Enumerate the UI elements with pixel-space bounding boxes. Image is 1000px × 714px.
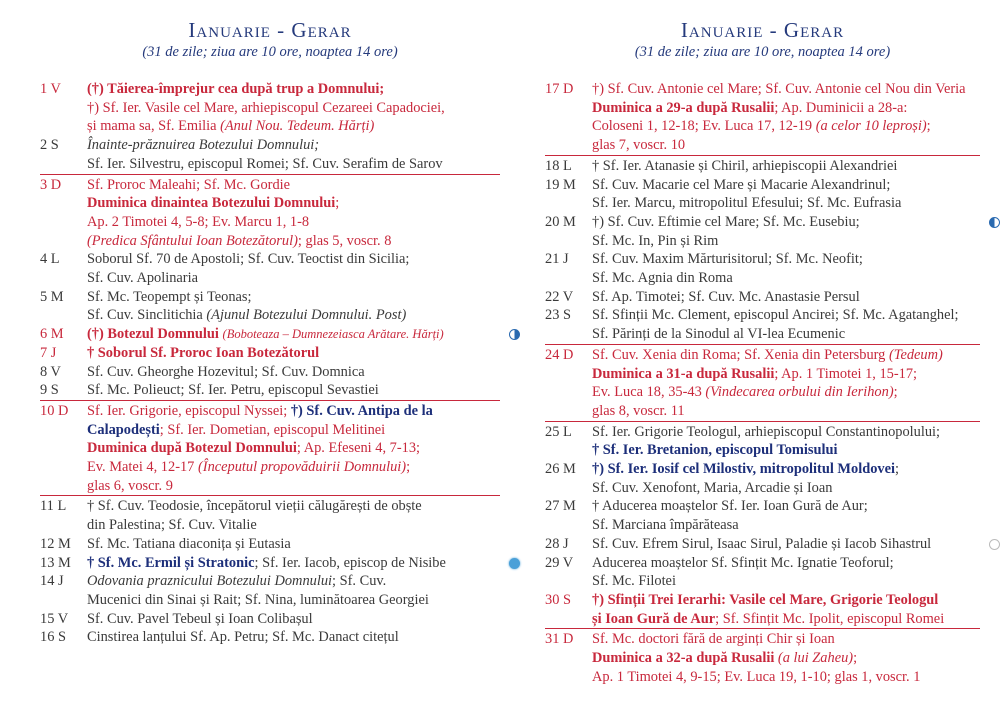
entry-text [592,535,980,554]
text-segment: † Sf. Mc. Ermil și Stratonic [87,554,255,571]
entry-date: 3 D [40,176,62,193]
entry-line [87,591,500,610]
entry-text [592,591,980,628]
entry-line [592,630,980,649]
text-segment: și mama sa, Sf. Emilia [87,118,221,135]
entry-text [87,250,500,287]
entry-text [87,344,500,363]
text-segment: Sf. Sfinții Mc. Clement, episcopul Ancirei; Sf. Mc. Agatanghel; [592,307,959,324]
entry-line [592,250,980,269]
text-segment: (Ajunul Botezului Domnului. Post) [206,307,407,324]
entry-text [592,157,980,176]
entry-text [87,325,500,344]
moon-first-phase-icon [509,329,520,340]
text-segment: Sf. Ier. Marcu, mitropolitul Efesului; Sf. Mc. Eufrasia [592,195,902,212]
page-title: Ianuarie - Gerar [188,18,352,42]
text-segment: †) Sf. Cuv. Antonie cel Mare; Sf. Cuv. Antonie cel Nou din Veria [592,81,966,97]
entry-date: 14 J [40,573,64,590]
entry-date: 1 V [40,81,61,97]
entry-line [592,99,980,118]
entry-date: 10 D [40,402,69,419]
text-segment: Sf. Cuv. Sinclitichia [87,307,207,324]
entry-line [87,155,500,174]
calendar-entry [40,363,500,382]
entry-text [87,402,500,496]
text-segment: Sf. Mc. Polieuct; Sf. Ier. Petru, episcopul Sevastiei [87,382,379,399]
calendar-entry [40,250,500,287]
entry-line [592,497,980,516]
text-segment: Sf. Cuv. Apolinaria [87,270,198,287]
entry-date: 2 S [40,137,59,154]
entry-text [592,460,980,497]
entry-line [87,250,500,269]
entry-line [592,325,980,344]
entry-line [87,497,500,516]
page-subtitle: (31 de zile; ziua are 10 ore, noaptea 14 ore) [634,44,891,60]
entry-line [592,80,980,99]
entry-line [592,269,980,288]
entry-line [592,441,980,460]
entry-line [592,365,980,384]
entry-line [87,269,500,288]
text-segment: glas 6, voscr. 9 [87,477,173,494]
entry-line [87,325,500,344]
entry-date: 8 V [40,363,61,380]
text-segment: Sf. Cuv. Xenofont, Maria, Arcadie și Ioan [592,479,833,496]
text-segment: Sf. Proroc Maleahi; Sf. Mc. Gordie [87,176,291,193]
entry-date: 28 J [545,535,569,552]
text-segment: ; [926,118,931,135]
calendar-entry [545,80,980,155]
entry-line [87,610,500,629]
text-segment: (Anul Nou. Tedeum. Hărți) [220,118,375,135]
entry-line [592,194,980,213]
entry-text [87,610,500,629]
calendar-entry [545,554,980,591]
entry-date: 23 S [545,307,571,324]
calendar-entry [545,306,980,343]
text-segment: (Vindecarea orbului din Ierihon) [705,384,894,401]
entry-line [592,402,980,421]
calendar-entry [40,495,500,534]
text-segment: † Soborul Sf. Proroc Ioan Botezătorul [87,344,320,361]
calendar-entry [545,421,980,460]
entry-line [87,80,500,99]
entry-text [87,535,500,554]
entry-date: 5 M [40,288,64,305]
entry-line [592,610,980,629]
calendar-entry [40,288,500,325]
moon-new-phase-icon [989,539,1000,550]
page-subtitle: (31 de zile; ziua are 10 ore, noaptea 14 ore) [142,44,398,60]
text-segment: †) Sf. Cuv. Antipa de la [290,402,433,419]
entry-line [592,572,980,591]
text-segment: Aducerea moaștelor Sf. Sfințit Mc. Ignatie Teoforul; [592,554,894,571]
entry-line [592,668,980,687]
text-segment: Odovania praznicului Botezului Domnului [87,573,333,590]
text-segment: ; [894,461,899,478]
text-segment: din Palestina; Sf. Cuv. Vitalie [87,517,257,534]
entry-date: 30 S [545,591,571,608]
text-segment: Mucenici din Sinai și Rait; Sf. Nina, luminătoarea Georgiei [87,591,429,608]
calendar-entry [545,344,980,421]
entry-date: 9 S [40,382,59,399]
entry-line [592,136,980,155]
text-segment: Ap. 2 Timotei 4, 5-8; Ev. Marcu 1, 1-8 [87,213,310,230]
text-segment: ; [893,384,898,401]
text-segment: Ap. 1 Timotei 4, 9-15; Ev. Luca 19, 1-10; glas 1, voscr. 1 [592,668,921,685]
entry-text [592,306,980,343]
entry-line [87,176,500,195]
entry-date: 4 L [40,251,60,268]
text-segment: ; Sf. Cuv. [332,573,387,590]
entry-line [592,117,980,136]
calendar-entry [545,176,980,213]
calendar-entry [40,572,500,609]
text-segment: Sf. Marciana împărăteasa [592,517,739,534]
text-segment: ; Ap. 1 Timotei 1, 15-17; [774,365,918,382]
entry-text [592,423,980,460]
calendar-entry [545,591,980,628]
text-segment: (Tedeum) [888,346,943,363]
calendar-entry [545,213,980,250]
entry-text [87,554,500,573]
entry-line [87,99,500,118]
calendar-entry [545,628,980,686]
entry-line [87,381,500,400]
entry-line [87,288,500,307]
entry-date: 19 M [545,176,576,193]
text-segment: Sf. Cuv. Efrem Sirul, Isaac Sirul, Paladie și Iacob Sihastrul [592,535,932,552]
text-segment: ; Sf. Ier. Iacob, episcop de Nisibe [254,554,446,571]
entry-text [592,630,980,686]
entry-text [592,554,980,591]
entry-line [592,649,980,668]
entry-text [87,381,500,400]
entry-date: 11 L [40,498,67,515]
text-segment: Sf. Cuv. Xenia din Roma; Sf. Xenia din Petersburg [592,346,889,363]
entry-line [592,306,980,325]
entry-line [592,346,980,365]
entry-line [592,288,980,307]
text-segment: Sf. Ier. Grigorie, episcopul Nyssei; [87,402,291,419]
calendar-list [545,80,980,687]
entry-line [87,628,500,647]
entry-line [87,344,500,363]
entry-line [87,194,500,213]
text-segment: Cinstirea lanțului Sf. Ap. Petru; Sf. Mc. Danact citețul [87,629,399,646]
entry-line [87,306,500,325]
entry-line [592,232,980,251]
entry-date: 25 L [545,423,572,440]
entry-line [87,458,500,477]
text-segment: Ev. Matei 4, 12-17 [87,459,198,476]
entry-date: 29 V [545,554,574,571]
text-segment: † Aducerea moaștelor Sf. Ier. Ioan Gură de Aur; [592,498,868,515]
calendar-entry [40,628,500,647]
entry-text [87,288,500,325]
text-segment: și Ioan Gură de Aur [592,610,716,627]
calendar-entry [545,250,980,287]
text-segment: (Începutul propovăduirii Domnului) [197,459,407,476]
text-segment: † Sf. Cuv. Teodosie, începătorul vieții călugărești de obște [87,498,422,515]
entry-text [87,363,500,382]
moon-full-phase-icon [509,558,520,569]
entry-text [87,497,500,534]
entry-line [87,117,500,136]
text-segment: (†) Tăierea-împrejur cea după trup a Domnului; [87,81,385,97]
text-segment: (Predica Sfântului Ioan Botezătorul) [87,232,298,249]
text-segment: Sf. Mc. Teopempt și Teonas; [87,288,252,305]
entry-line [592,554,980,573]
entry-line [87,402,500,421]
text-segment: † Sf. Ier. Atanasie și Chiril, arhiepiscopii Alexandriei [592,157,898,174]
entry-date: 22 V [545,288,574,305]
entry-text [592,250,980,287]
entry-date: 12 M [40,535,71,552]
entry-text [592,213,980,250]
calendar-entry [40,554,500,573]
calendar-entry [40,381,500,400]
text-segment: ; glas 5, voscr. 8 [297,232,392,249]
text-segment: †) Sf. Ier. Iosif cel Milostiv, mitropolitul Moldovei [592,461,895,478]
entry-line [592,591,980,610]
calendar-entry [40,136,500,173]
entry-date: 15 V [40,610,69,627]
text-segment: Duminica dinaintea Botezului Domnului [87,195,336,212]
text-segment: Sf. Cuv. Gheorghe Hozevitul; Sf. Cuv. Domnica [87,363,365,380]
text-segment: †) Sf. Ier. Vasile cel Mare, arhiepiscopul Cezareei Capadociei, [87,99,445,116]
entry-date: 18 L [545,157,572,174]
text-segment: †) Sfinții Trei Ierarhi: Vasile cel Mare, Grigorie Teologul [592,591,939,608]
text-segment: (†) Botezul Domnului [87,326,223,343]
entry-line [87,554,500,573]
entry-line [592,383,980,402]
calendar-entry [545,155,980,176]
entry-date: 24 D [545,346,574,363]
entry-line [87,363,500,382]
text-segment: Duminica după Botezul Domnului [87,440,297,457]
calendar-entry [545,535,980,554]
entry-line [87,136,500,155]
entry-text [87,80,500,136]
text-segment: Sf. Cuv. Maxim Mărturisitorul; Sf. Mc. Neofit; [592,251,863,268]
entry-line [87,477,500,496]
text-segment: Sf. Cuv. Pavel Tebeul și Ioan Colibașul [87,610,313,627]
text-segment: Sf. Mc. Filotei [592,573,676,590]
entry-text [592,176,980,213]
text-segment: Duminica a 32-a după Rusalii [592,650,778,667]
text-segment: Ev. Luca 18, 35-43 [592,384,706,401]
calendar-entry [40,610,500,629]
entry-date: 31 D [545,631,574,648]
text-segment: Coloseni 1, 12-18; Ev. Luca 17, 12-19 [592,118,816,135]
text-segment: ; Sf. Sfințit Mc. Ipolit, episcopul Romei [715,610,945,627]
text-segment: ; [335,195,340,212]
page-title: Ianuarie - Gerar [680,18,845,42]
entry-date: 20 M [545,213,576,230]
entry-date: 16 S [40,629,66,646]
entry-line [592,176,980,195]
entry-line [592,157,980,176]
entry-line [87,232,500,251]
text-segment: (a celor 10 leproși) [815,118,927,135]
entry-line [87,439,500,458]
text-segment: glas 8, voscr. 11 [592,402,685,419]
entry-text [87,572,500,609]
entry-text [87,176,500,251]
text-segment: ; Ap. Efeseni 4, 7-13; [296,440,421,457]
entry-line [87,421,500,440]
calendar-entry [40,535,500,554]
entry-text [592,346,980,421]
entry-line [592,516,980,535]
entry-date: 21 J [545,251,569,268]
entry-line [87,516,500,535]
entry-line [87,535,500,554]
calendar-entry [40,174,500,251]
entry-text [87,628,500,647]
entry-date: 6 M [40,326,64,343]
calendar-entry [545,497,980,534]
text-segment: Duminica a 31-a după Rusalii [592,365,775,382]
entry-line [592,479,980,498]
calendar-entry [40,80,500,136]
text-segment: Sf. Mc. Tatiana diaconița și Eutasia [87,535,291,552]
entry-date: 7 J [40,344,57,361]
text-segment: Sf. Ap. Timotei; Sf. Cuv. Mc. Anastasie Persul [592,288,860,305]
text-segment: Sf. Ier. Silvestru, episcopul Romei; Sf. Cuv. Serafim de Sarov [87,155,443,172]
text-segment: Sf. Cuv. Macarie cel Mare și Macarie Alexandrinul; [592,176,891,193]
entry-text [592,288,980,307]
entry-text [592,497,980,534]
entry-date: 27 M [545,498,576,515]
entry-line [592,423,980,442]
text-segment: Soborul Sf. 70 de Apostoli; Sf. Cuv. Teoctist din Sicilia; [87,251,410,268]
entry-line [592,535,980,554]
text-segment: † Sf. Ier. Bretanion, episcopul Tomisului [592,442,838,459]
calendar-list [40,80,500,647]
text-segment: Sf. Mc. Agnia din Roma [592,270,733,287]
text-segment: ; Ap. Duminicii a 28-a: [774,99,908,116]
text-segment: (a lui Zaheu) [777,650,854,667]
moon-last-phase-icon [989,217,1000,228]
entry-line [87,572,500,591]
text-segment: Sf. Mc. doctori fără de arginți Chir și Ioan [592,631,835,648]
entry-text [592,80,980,155]
calendar-entry [40,325,500,344]
text-segment: glas 7, voscr. 10 [592,137,686,154]
entry-text [87,136,500,173]
calendar-entry [40,400,500,496]
text-segment: Sf. Părinți de la Sinodul al VI-lea Ecumenic [592,326,846,343]
entry-line [87,213,500,232]
text-segment: (Boboteaza – Dumnezeiasca Arătare. Hărți) [222,327,444,342]
calendar-entry [545,288,980,307]
text-segment: Înainte-prăznuirea Botezului Domnului; [87,137,320,154]
entry-line [592,460,980,479]
text-segment: ; [406,459,411,476]
text-segment: ; Sf. Ier. Dometian, episcopul Melitinei [159,421,386,438]
calendar-entry [545,460,980,497]
text-segment: †) Sf. Cuv. Eftimie cel Mare; Sf. Mc. Eusebiu; [592,213,860,230]
text-segment: Sf. Mc. In, Pin și Rim [592,232,719,249]
entry-date: 13 M [40,554,71,571]
text-segment: Sf. Ier. Grigorie Teologul, arhiepiscopul Constantinopolului; [592,423,941,440]
entry-line [592,213,980,232]
text-segment: Duminica a 29-a după Rusalii [592,99,775,116]
entry-date: 17 D [545,81,574,97]
text-segment: ; [853,650,858,667]
calendar-entry [40,344,500,363]
entry-date: 26 M [545,461,576,478]
text-segment: Calapodești [87,421,160,438]
